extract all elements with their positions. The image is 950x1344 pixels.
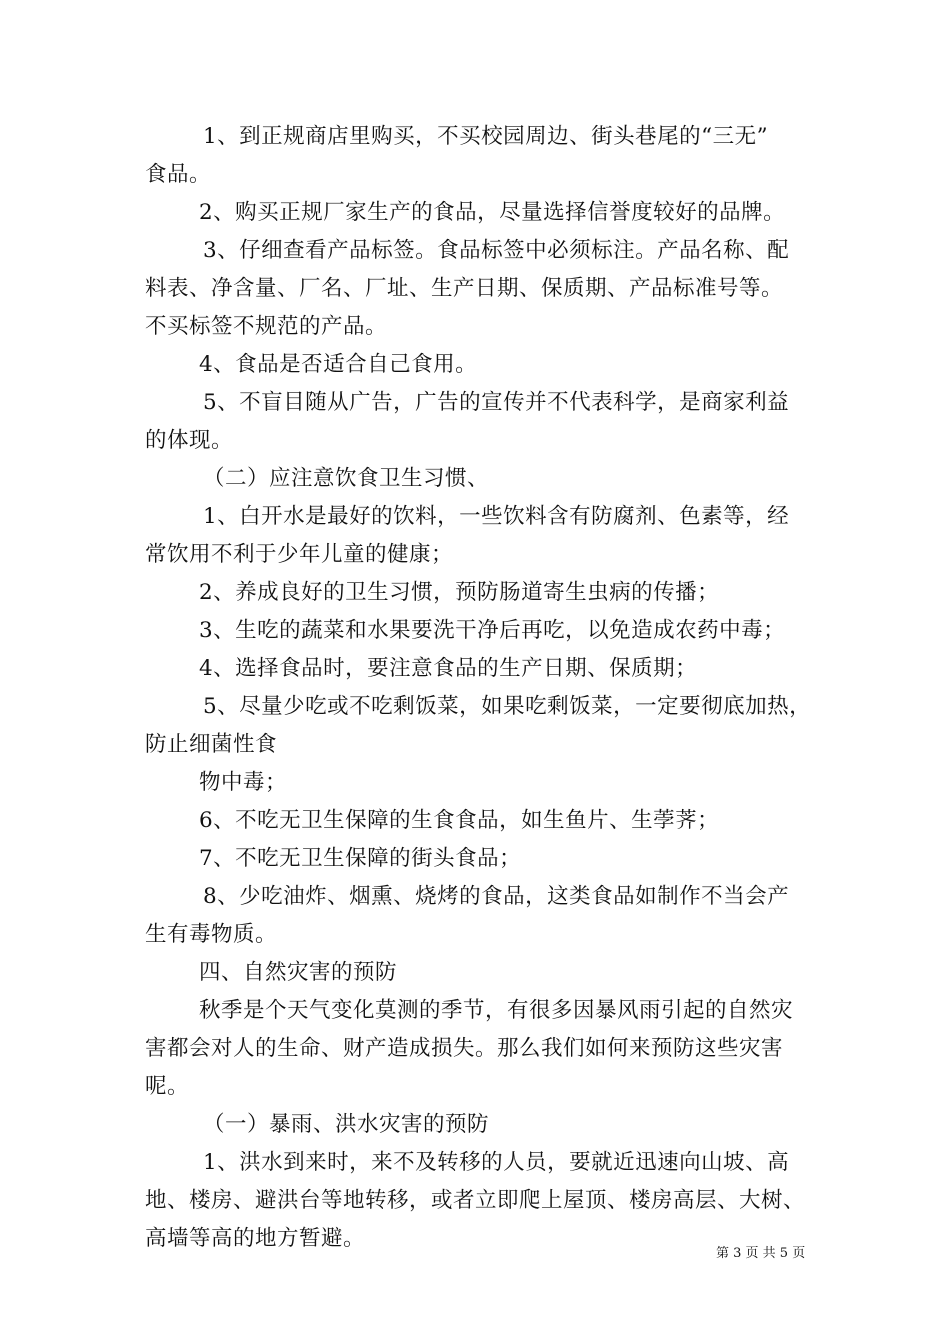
- section-heading: 四、自然灾害的预防: [199, 960, 398, 985]
- text-line: 高墙等高的地方暂避。: [145, 1226, 366, 1251]
- text-line: 不买标签不规范的产品。: [145, 314, 388, 339]
- text-line: 6、不吃无卫生保障的生食食品，如生鱼片、生荸荠；: [199, 808, 720, 833]
- text-line: 5、尽量少吃或不吃剩饭菜，如果吃剩饭菜，一定要彻底加热，: [203, 694, 812, 719]
- section-heading: （一）暴雨、洪水灾害的预防: [203, 1112, 490, 1137]
- text-line: 3、生吃的蔬菜和水果要洗干净后再吃，以免造成农药中毒；: [199, 618, 786, 643]
- text-line: 1、白开水是最好的饮料，一些饮料含有防腐剂、色素等，经: [203, 504, 790, 529]
- text-line: 4、食品是否适合自己食用。: [199, 352, 478, 377]
- text-line: 秋季是个天气变化莫测的季节，有很多因暴风雨引起的自然灾: [199, 998, 794, 1023]
- text-line: 8、少吃油炸、烟熏、烧烤的食品，这类食品如制作不当会产: [203, 884, 790, 909]
- text-line: 害都会对人的生命、财产造成损失。那么我们如何来预防这些灾害: [145, 1036, 784, 1061]
- text-line: 4、选择食品时，要注意食品的生产日期、保质期；: [199, 656, 698, 681]
- text-line: 2、养成良好的卫生习惯，预防肠道寄生虫病的传播；: [199, 580, 720, 605]
- page-footer: 第 3 页 共 5 页: [716, 1246, 806, 1261]
- text-line: 常饮用不利于少年儿童的健康；: [145, 542, 454, 567]
- text-line: 料表、净含量、厂名、厂址、生产日期、保质期、产品标准号等。: [145, 276, 784, 301]
- text-line: 5、不盲目随从广告，广告的宣传并不代表科学，是商家利益: [203, 390, 790, 415]
- section-heading: （二）应注意饮食卫生习惯、: [203, 466, 490, 491]
- text-line: 3、仔细查看产品标签。食品标签中必须标注。产品名称、配: [203, 238, 790, 263]
- text-line: 地、楼房、避洪台等地转移，或者立即爬上屋顶、楼房高层、大树、: [145, 1188, 806, 1213]
- text-line: 1、洪水到来时，来不及转移的人员，要就近迅速向山坡、高: [203, 1150, 790, 1175]
- text-line: 7、不吃无卫生保障的街头食品；: [199, 846, 522, 871]
- text-line: 生有毒物质。: [145, 922, 278, 947]
- text-line: 的体现。: [145, 428, 234, 453]
- text-line: 物中毒；: [199, 770, 288, 795]
- text-line: 防止细菌性食: [145, 732, 278, 757]
- text-line: 1、到正规商店里购买，不买校园周边、街头巷尾的“三无”: [203, 124, 769, 149]
- text-line: 食品。: [145, 162, 212, 187]
- text-line: 呢。: [145, 1074, 190, 1099]
- text-line: 2、购买正规厂家生产的食品，尽量选择信誉度较好的品牌。: [199, 200, 786, 225]
